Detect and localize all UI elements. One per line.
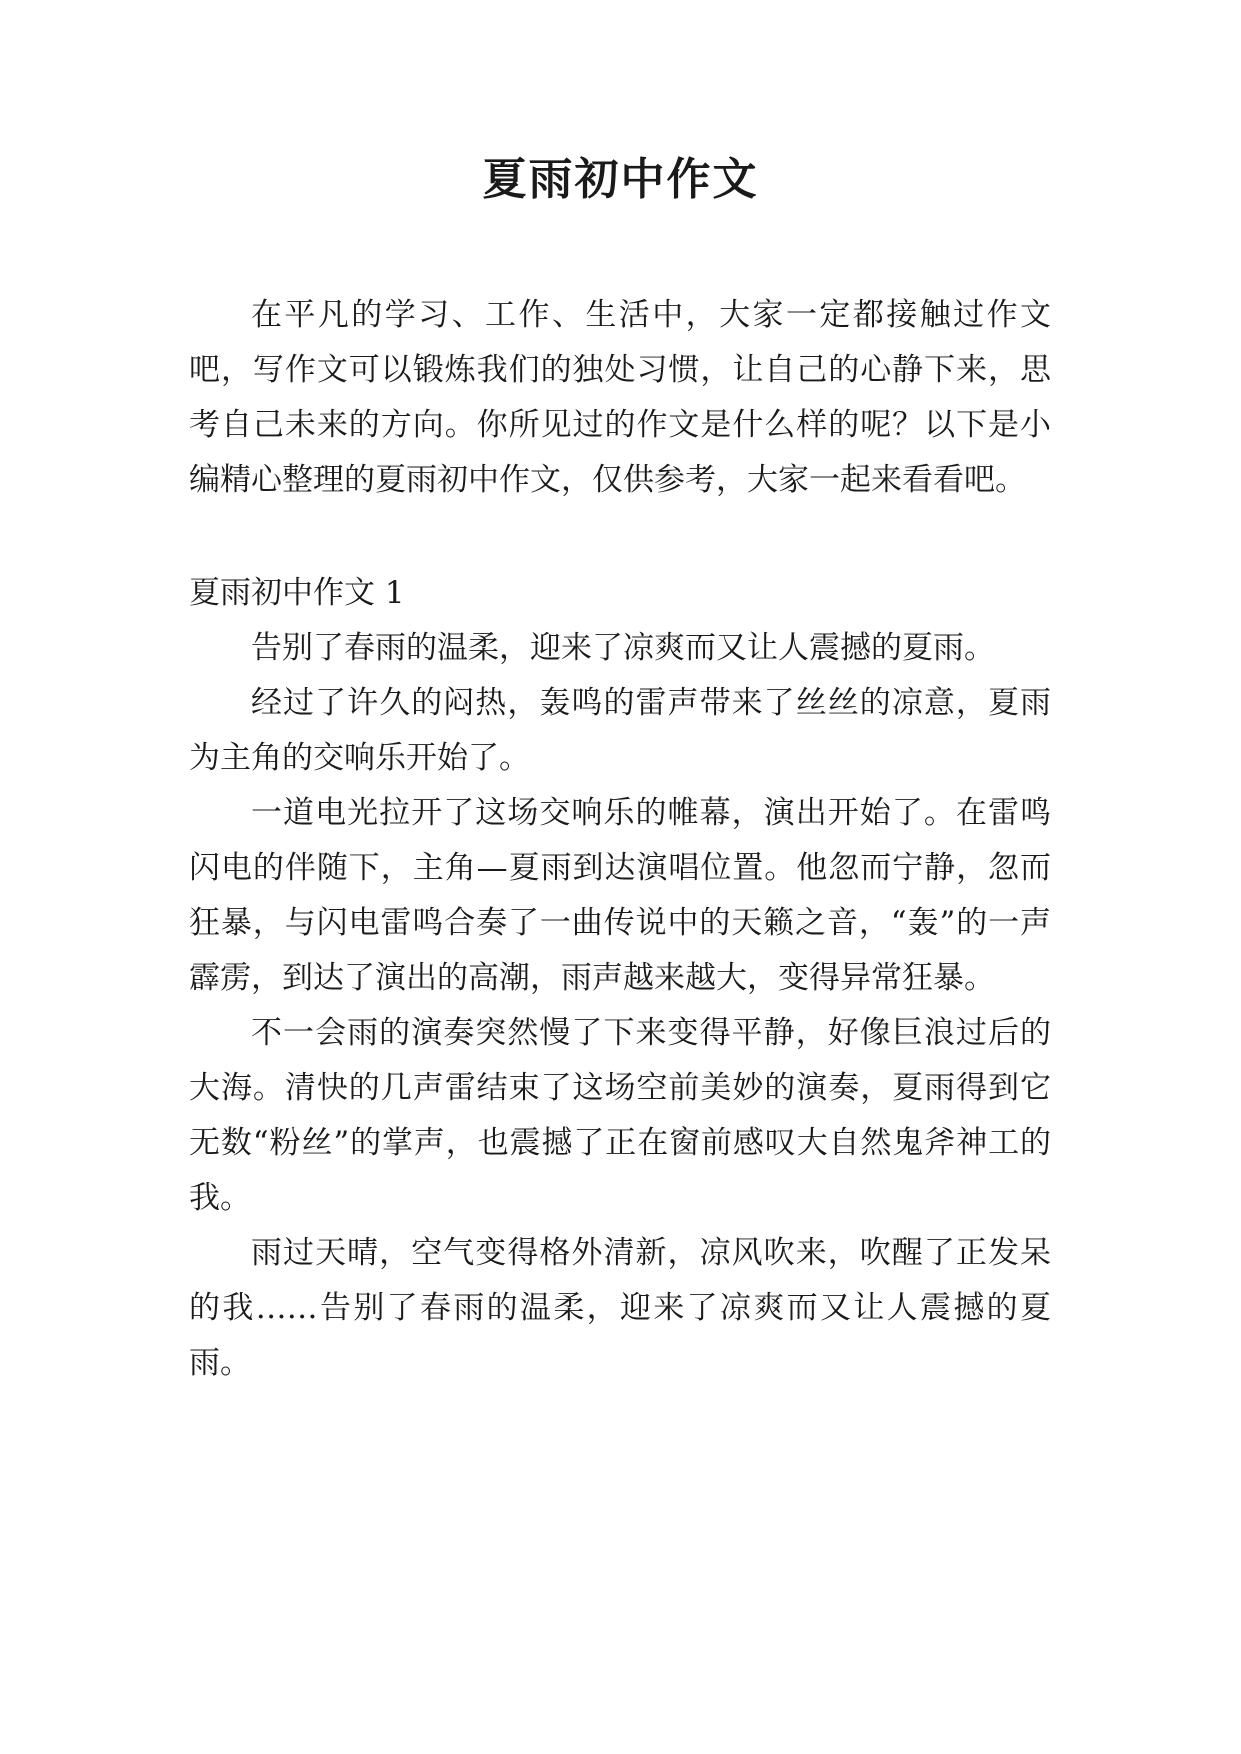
- body-paragraph: 告别了春雨的温柔，迎来了凉爽而又让人震撼的夏雨。: [251, 630, 995, 666]
- body-paragraph: 经过了许久的闷热，轰鸣的雷声带来了丝丝的凉意，夏雨为主角的交响乐开始了。: [189, 685, 1051, 776]
- document-title: 夏雨初中作文: [482, 154, 759, 205]
- body-paragraph: 一道电光拉开了这场交响乐的帷幕，演出开始了。在雷鸣闪电的伴随下，主角—夏雨到达演唱位置。他忽而宁静，忽而狂暴，与闪电雷鸣合奏了一曲传说中的天籁之音，“轰”的一声霹雳，到达了演出的高潮，雨声越来越大，变得异常狂暴。: [189, 795, 1051, 996]
- document-body: [189, 288, 1051, 1391]
- section-heading: 夏雨初中作文 1: [189, 575, 405, 611]
- body-paragraph: 不一会雨的演奏突然慢了下来变得平静，好像巨浪过后的大海。清快的几声雷结束了这场空前美妙的演奏，夏雨得到它无数“粉丝”的掌声，也震撼了正在窗前感叹大自然鬼斧神工的我。: [189, 1015, 1051, 1216]
- intro-paragraph: 在平凡的学习、工作、生活中，大家一定都接触过作文吧，写作文可以锻炼我们的独处习惯，让自己的心静下来，思考自己未来的方向。你所见过的作文是什么样的呢？以下是小编精心整理的夏雨初中作文，仅供参考，大家一起来看看吧。: [189, 297, 1051, 498]
- body-paragraph: 雨过天晴，空气变得格外清新，凉风吹来，吹醒了正发呆的我……告别了春雨的温柔，迎来了凉爽而又让人震撼的夏雨。: [189, 1235, 1051, 1381]
